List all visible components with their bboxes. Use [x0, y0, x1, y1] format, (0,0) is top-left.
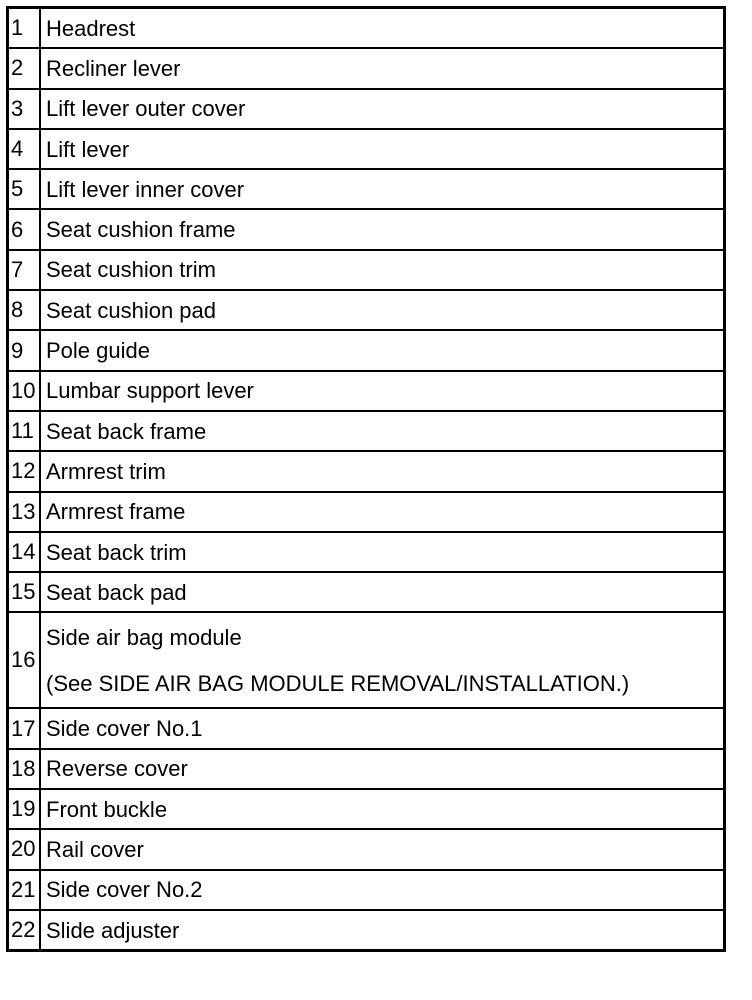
part-name: Recliner lever	[46, 55, 181, 81]
part-name: Pole guide	[46, 338, 150, 364]
part-description	[40, 708, 725, 748]
part-number: 11	[8, 411, 41, 451]
table-row	[8, 870, 725, 910]
table-row	[8, 612, 725, 708]
part-number: 12	[8, 451, 41, 491]
part-note: (See SIDE AIR BAG MODULE REMOVAL/INSTALLATION.)	[46, 670, 630, 696]
table-row	[8, 708, 725, 748]
table-row	[8, 411, 725, 451]
part-name: Side cover No.2	[46, 877, 203, 903]
table-row	[8, 8, 725, 49]
part-name: Slide adjuster	[46, 917, 180, 943]
part-number: 4	[8, 129, 41, 169]
table-row	[8, 209, 725, 249]
part-description	[40, 612, 725, 708]
part-name: Seat cushion trim	[46, 257, 216, 283]
part-number: 2	[8, 48, 41, 88]
table-row	[8, 290, 725, 330]
part-description	[40, 411, 725, 451]
part-number: 19	[8, 789, 41, 829]
table-row	[8, 330, 725, 370]
part-description	[40, 89, 725, 129]
part-description	[40, 169, 725, 209]
part-number: 17	[8, 708, 41, 748]
part-description	[40, 8, 725, 49]
part-description	[40, 330, 725, 370]
part-description	[40, 209, 725, 249]
part-name: Seat back trim	[46, 539, 187, 565]
part-name: Rail cover	[46, 836, 144, 862]
part-name: Front buckle	[46, 796, 168, 822]
table-row	[8, 789, 725, 829]
part-name: Seat cushion frame	[46, 217, 236, 243]
part-name: Armrest frame	[46, 499, 186, 525]
part-description	[40, 532, 725, 572]
part-name: Armrest trim	[46, 458, 166, 484]
part-description	[40, 789, 725, 829]
part-number: 16	[8, 612, 41, 708]
part-description	[40, 910, 725, 951]
table-row	[8, 89, 725, 129]
part-name: Side cover No.1	[46, 716, 203, 742]
part-number: 1	[8, 8, 41, 49]
part-description	[40, 572, 725, 612]
part-name: Seat back pad	[46, 579, 187, 605]
part-description	[40, 829, 725, 869]
part-description	[40, 371, 725, 411]
table-row	[8, 169, 725, 209]
part-description	[40, 129, 725, 169]
part-number: 20	[8, 829, 41, 869]
part-name: Side air bag module	[46, 624, 242, 650]
part-number: 22	[8, 910, 41, 951]
table-row	[8, 371, 725, 411]
part-name: Lift lever	[46, 136, 130, 162]
table-row	[8, 451, 725, 491]
part-number: 9	[8, 330, 41, 370]
part-description	[40, 870, 725, 910]
table-row	[8, 492, 725, 532]
part-number: 10	[8, 371, 41, 411]
part-name: Lumbar support lever	[46, 378, 254, 404]
part-name: Lift lever inner cover	[46, 176, 245, 202]
table-row	[8, 910, 725, 951]
part-number: 7	[8, 250, 41, 290]
part-number: 6	[8, 209, 41, 249]
part-description	[40, 250, 725, 290]
table-row	[8, 829, 725, 869]
part-number: 13	[8, 492, 41, 532]
part-number: 5	[8, 169, 41, 209]
part-description	[40, 749, 725, 789]
part-number: 8	[8, 290, 41, 330]
part-name: Headrest	[46, 15, 136, 41]
part-description	[40, 492, 725, 532]
table-row	[8, 749, 725, 789]
part-description	[40, 48, 725, 88]
parts-table-body	[8, 8, 725, 951]
part-name: Lift lever outer cover	[46, 96, 246, 122]
part-number: 3	[8, 89, 41, 129]
part-number: 21	[8, 870, 41, 910]
part-number: 14	[8, 532, 41, 572]
part-name: Reverse cover	[46, 756, 188, 782]
table-row	[8, 129, 725, 169]
part-description	[40, 451, 725, 491]
part-description	[40, 290, 725, 330]
part-name: Seat back frame	[46, 418, 207, 444]
table-row	[8, 532, 725, 572]
parts-table	[6, 6, 726, 952]
part-number: 15	[8, 572, 41, 612]
table-row	[8, 572, 725, 612]
table-row	[8, 250, 725, 290]
table-row	[8, 48, 725, 88]
part-number: 18	[8, 749, 41, 789]
part-name: Seat cushion pad	[46, 297, 217, 323]
